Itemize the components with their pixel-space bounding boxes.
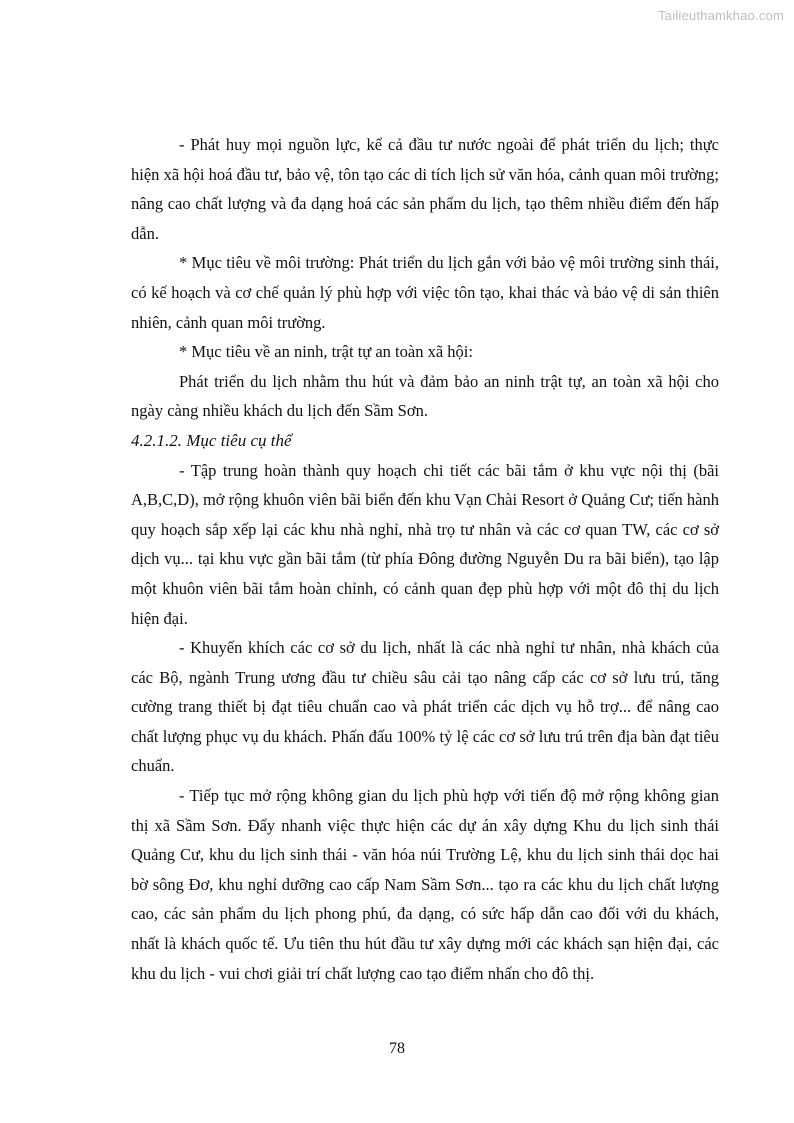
paragraph-environment-goal: * Mục tiêu về môi trường: Phát triển du lịch gắn với bảo vệ môi trường sinh thái, có kế hoạch và cơ chế quản lý phù hợp với việc tôn tạo, khai thác và bảo vệ di sản thiên nhiên, cảnh quan môi trường.: [131, 253, 719, 332]
paragraph-security-detail: Phát triển du lịch nhằm thu hút và đảm bảo an ninh trật tự, an toàn xã hội cho ngày càng nhiều khách du lịch đến Sầm Sơn.: [131, 371, 719, 421]
paragraph-security-goal: * Mục tiêu về an ninh, trật tự an toàn xã hội:: [179, 342, 473, 362]
paragraph-beach-planning: - Tập trung hoàn thành quy hoạch chi tiết các bãi tắm ở khu vực nội thị (bãi A,B,C,D), mở rộng khuôn viên bãi biển đến khu Vạn Chài Resort ở Quảng Cư; tiến hành quy hoạch sắp xếp lại các khu nhà nghỉ, nhà trọ tư nhân và các cơ quan TW, các cơ sở dịch vụ... tại khu vực gần bãi tắm (từ phía Đông đường Nguyễn Du ra bãi biển), tạo lập một khuôn viên bãi tắm hoàn chỉnh, có cảnh quan đẹp phù hợp với một đô thị du lịch hiện đại.: [131, 460, 719, 628]
page-number: 78: [389, 1040, 405, 1057]
paragraph-accommodation: - Khuyến khích các cơ sở du lịch, nhất là các nhà nghỉ tư nhân, nhà khách của các Bộ, ngành Trung ương đầu tư chiều sâu cải tạo nâng cấp các cơ sở lưu trú, tăng cường trang thiết bị đạt tiêu chuẩn cao và phát triển các dịch vụ hỗ trợ... để nâng cao chất lượng phục vụ du khách. Phấn đấu 100% tỷ lệ các cơ sở lưu trú trên địa bàn đạt tiêu chuẩn.: [131, 638, 719, 776]
watermark: Tailieuthamkhao.com: [658, 8, 784, 23]
paragraph-tourism-space: - Tiếp tục mở rộng không gian du lịch phù hợp với tiến độ mở rộng không gian thị xã Sầm Sơn. Đẩy nhanh việc thực hiện các dự án xây dựng Khu du lịch sinh thái Quảng Cư, khu du lịch sinh thái - văn hóa núi Trường Lệ, khu du lịch sinh thái dọc hai bờ sông Đơ, khu nghỉ dưỡng cao cấp Nam Sầm Sơn... tạo ra các khu du lịch chất lượng cao, các sản phẩm du lịch phong phú, đa dạng, có sức hấp dẫn cao đối với du khách, nhất là khách quốc tế. Ưu tiên thu hút đầu tư xây dựng mới các khách sạn hiện đại, các khu du lịch - vui chơi giải trí chất lượng cao tạo điểm nhấn cho đô thị.: [131, 786, 719, 983]
document-body: [131, 130, 719, 988]
paragraph-resources: - Phát huy mọi nguồn lực, kể cả đầu tư nước ngoài để phát triển du lịch; thực hiện xã hội hoá đầu tư, bảo vệ, tôn tạo các di tích lịch sử văn hóa, cảnh quan môi trường; nâng cao chất lượng và đa dạng hoá các sản phẩm du lịch, tạo thêm nhiều điểm đến hấp dẫn.: [131, 135, 719, 243]
section-heading: 4.2.1.2. Mục tiêu cụ thể: [131, 430, 292, 450]
